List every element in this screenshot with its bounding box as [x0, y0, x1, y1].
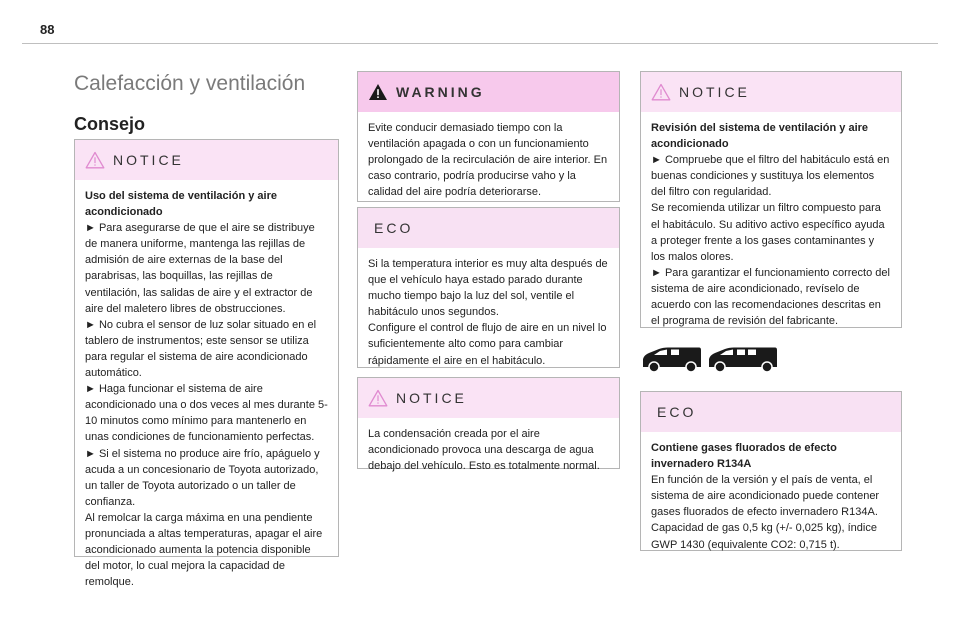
eco-header: [641, 392, 901, 432]
notice-box-condensation: [357, 377, 620, 473]
eco-line: Si la temperatura interior es muy alta después de que el vehículo haya estado parado durante mucho tiempo bajo la luz del sol, ventile el habitáculo unos segundos.: [368, 258, 608, 319]
eco-label: ECO: [657, 404, 697, 420]
warning-label: WARNING: [396, 84, 485, 100]
eco-label: ECO: [374, 220, 414, 236]
notice-line: Se recomienda utilizar un filtro compuesto para el habitáculo. Su aditivo activo específico ayuda a proteger frente a los gases contaminantes y los malos olores.: [651, 202, 885, 263]
warning-body: [358, 112, 619, 208]
eco-title: Contiene gases fluorados de efecto invernadero R134A: [651, 442, 837, 471]
eco-line: Capacidad de gas 0,5 kg (+/- 0,025 kg), índice GWP 1430 (equivalente CO2: 0,715 t).: [651, 522, 877, 551]
vehicle-version-icons: [641, 345, 779, 375]
notice-title: Uso del sistema de ventilación y aire acondicionado: [85, 190, 277, 219]
eco-box-ventilate-cabin: [357, 207, 620, 368]
notice-line: ► Haga funcionar el sistema de aire acondicionado una o dos veces al mes durante 5-10 minutos como mínimo para mantenerlo en unas condiciones de funcionamiento perfectas.: [85, 383, 328, 444]
notice-line: La condensación creada por el aire acondicionado provoca una descarga de agua debajo del vehículo. Esto es totalmente normal.: [368, 428, 600, 473]
notice-header: [75, 140, 338, 180]
header-divider: [22, 43, 938, 44]
warning-triangle-filled-icon: [368, 83, 388, 101]
eco-body: [358, 248, 619, 377]
notice-box-ventilation-use: [74, 139, 339, 589]
eco-line: Configure el control de flujo de aire en un nivel lo suficientemente alto como para cambiar rápidamente el aire en el habitáculo.: [368, 322, 607, 367]
notice-body: [641, 112, 901, 337]
page-number: 88: [40, 22, 55, 37]
notice-line: ► Para asegurarse de que el aire se distribuye de manera uniforme, mantenga las rejillas de admisión de aire externas de la base del parabrisas, las boquillas, las rejillas de ventilación, las salidas de aire y el extractor de aire del maletero libres de obstrucciones.: [85, 222, 315, 315]
notice-line: ► No cubra el sensor de luz solar situado en el tablero de instrumentos; este sensor se utiliza para regular el sistema de aire acondicionado automático.: [85, 318, 317, 380]
warning-triangle-outline-icon: [85, 151, 105, 169]
eco-box-fluorinated-gases: [640, 391, 902, 551]
van-long-icon: [709, 348, 777, 373]
notice-box-system-check: [640, 71, 902, 328]
warning-triangle-outline-icon: [651, 83, 671, 101]
section-title: Calefacción y ventilación: [74, 72, 306, 95]
notice-body: [358, 418, 619, 482]
van-short-icon: [643, 348, 701, 373]
notice-body: [75, 180, 338, 598]
warning-line: Evite conducir demasiado tiempo con la ventilación apagada o con un funcionamiento prolongado de la recirculación de aire interior. En caso contrario, podría producirse vaho y la calidad del aire podría deteriorarse.: [368, 122, 608, 199]
notice-label: NOTICE: [113, 152, 184, 168]
notice-label: NOTICE: [396, 390, 467, 406]
subsection-title: Consejo: [74, 114, 146, 134]
warning-header: [358, 72, 619, 112]
notice-line: ► Si el sistema no produce aire frío, apáguelo y acuda a un concesionario de Toyota autorizado, un taller de Toyota autorizado o un taller de confianza.: [85, 447, 320, 508]
notice-label: NOTICE: [679, 84, 750, 100]
eco-body: [641, 432, 901, 561]
warning-triangle-outline-icon: [368, 389, 388, 407]
notice-header: [358, 378, 619, 418]
notice-title: Revisión del sistema de ventilación y aire acondicionado: [651, 122, 869, 151]
notice-line: ► Compruebe que el filtro del habitáculo está en buenas condiciones y sustituya los elementos del filtro con regularidad.: [651, 154, 890, 199]
eco-line: En función de la versión y el país de venta, el sistema de aire acondicionado puede contener gases fluorados de efecto invernadero R134A.: [651, 474, 880, 519]
notice-header: [641, 72, 901, 112]
eco-header: [358, 208, 619, 248]
notice-line: ► Para garantizar el funcionamiento correcto del sistema de aire acondicionado, revíselo de acuerdo con las recomendaciones descritas en el programa de revisión del fabricante.: [651, 266, 890, 328]
notice-line: Al remolcar la carga máxima en una pendiente pronunciada a altas temperaturas, apagar el aire acondicionado aumenta la potencia disponible del motor, lo cual mejora la capacidad de remolque.: [85, 511, 323, 589]
warning-box-recirculation: [357, 71, 620, 202]
